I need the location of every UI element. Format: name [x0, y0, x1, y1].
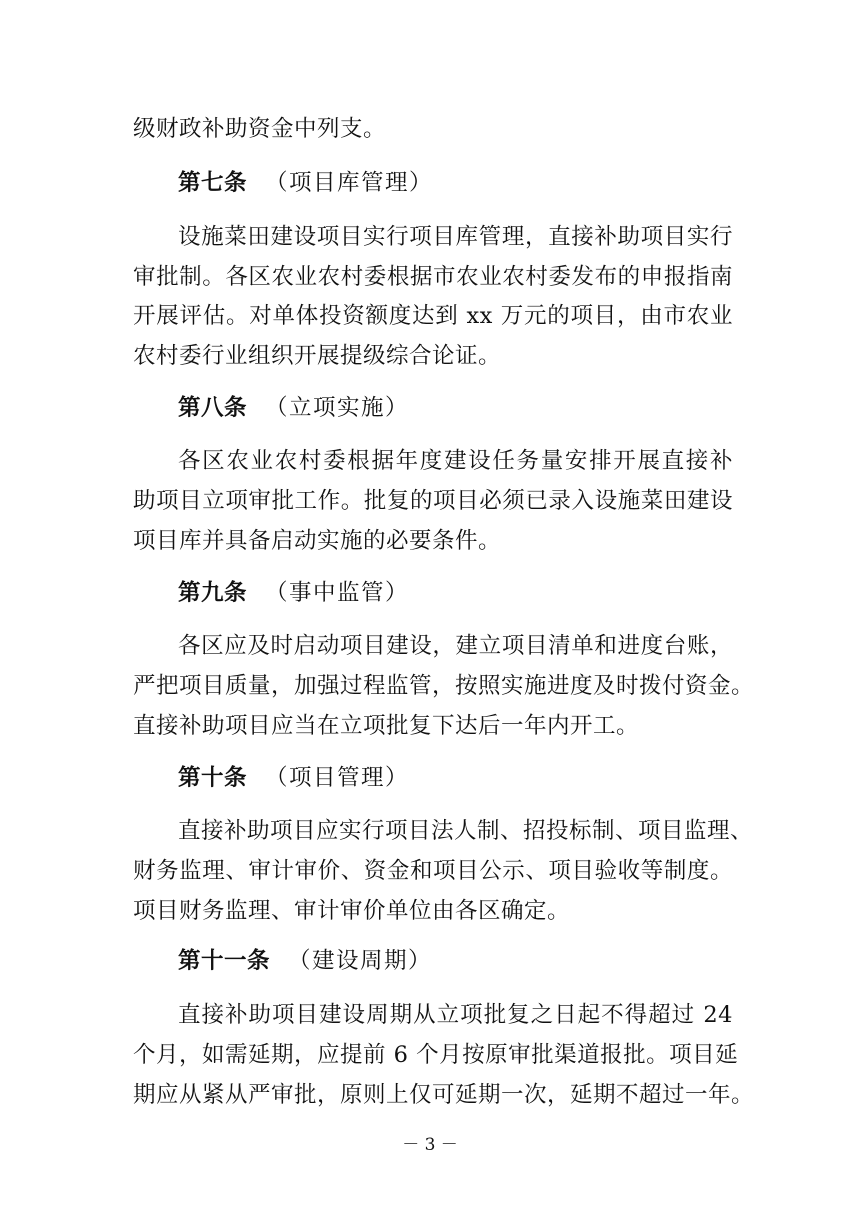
article-9-line-1: 各区应及时启动项目建设，建立项目清单和进度台账， — [178, 633, 733, 659]
article-7-line-4: 农村委行业组织开展提级综合论证。 — [133, 343, 502, 369]
article-9-title: （事中监管） — [265, 580, 410, 606]
article-8-number: 第八条 — [178, 395, 248, 421]
article-11-title: （建设周期） — [288, 948, 433, 974]
intro-line: 级财政补助资金中列支。 — [133, 116, 387, 142]
article-11-heading — [178, 946, 432, 976]
page-number: － 3 － — [402, 1135, 458, 1155]
article-11-line-3: 期应从紧从严审批，原则上仅可延期一次，延期不超过一年。 — [133, 1082, 755, 1108]
article-8-title: （立项实施） — [265, 395, 410, 421]
article-10-number: 第十条 — [178, 765, 248, 791]
article-8-line-1: 各区农业农村委根据年度建设任务量安排开展直接补 — [178, 448, 733, 474]
article-8-line-3: 项目库并具备启动实施的必要条件。 — [133, 528, 502, 554]
article-11-line-1: 直接补助项目建设周期从立项批复之日起不得超过 24 — [178, 1002, 733, 1028]
article-9-line-2: 严把项目质量，加强过程监管，按照实施进度及时拨付资金。 — [133, 673, 755, 699]
article-10-line-3: 项目财务监理、审计审价单位由各区确定。 — [133, 898, 571, 924]
article-10-heading — [178, 763, 409, 793]
article-11-line-2: 个月，如需延期，应提前 6 个月按原审批渠道报批。项目延 — [133, 1042, 739, 1068]
article-8-line-2: 助项目立项审批工作。批复的项目必须已录入设施菜田建设 — [133, 488, 733, 514]
article-7-line-3: 开展评估。对单体投资额度达到 xx 万元的项目，由市农业 — [133, 303, 733, 329]
article-7-heading — [178, 168, 433, 198]
article-9-line-3: 直接补助项目应当在立项批复下达后一年内开工。 — [133, 713, 640, 739]
article-9-heading — [178, 578, 409, 608]
article-10-line-1: 直接补助项目应实行项目法人制、招投标制、项目监理、 — [178, 818, 754, 844]
article-7-number: 第七条 — [178, 170, 248, 196]
article-7-line-2: 审批制。各区农业农村委根据市农业农村委发布的申报指南 — [133, 264, 733, 290]
article-10-line-2: 财务监理、审计审价、资金和项目公示、项目验收等制度。 — [133, 858, 733, 884]
article-7-line-1: 设施菜田建设项目实行项目库管理，直接补助项目实行 — [178, 224, 733, 250]
article-7-title: （项目库管理） — [265, 170, 434, 196]
article-8-heading — [178, 393, 409, 423]
article-10-title: （项目管理） — [265, 765, 410, 791]
article-9-number: 第九条 — [178, 580, 248, 606]
article-11-number: 第十一条 — [178, 948, 271, 974]
